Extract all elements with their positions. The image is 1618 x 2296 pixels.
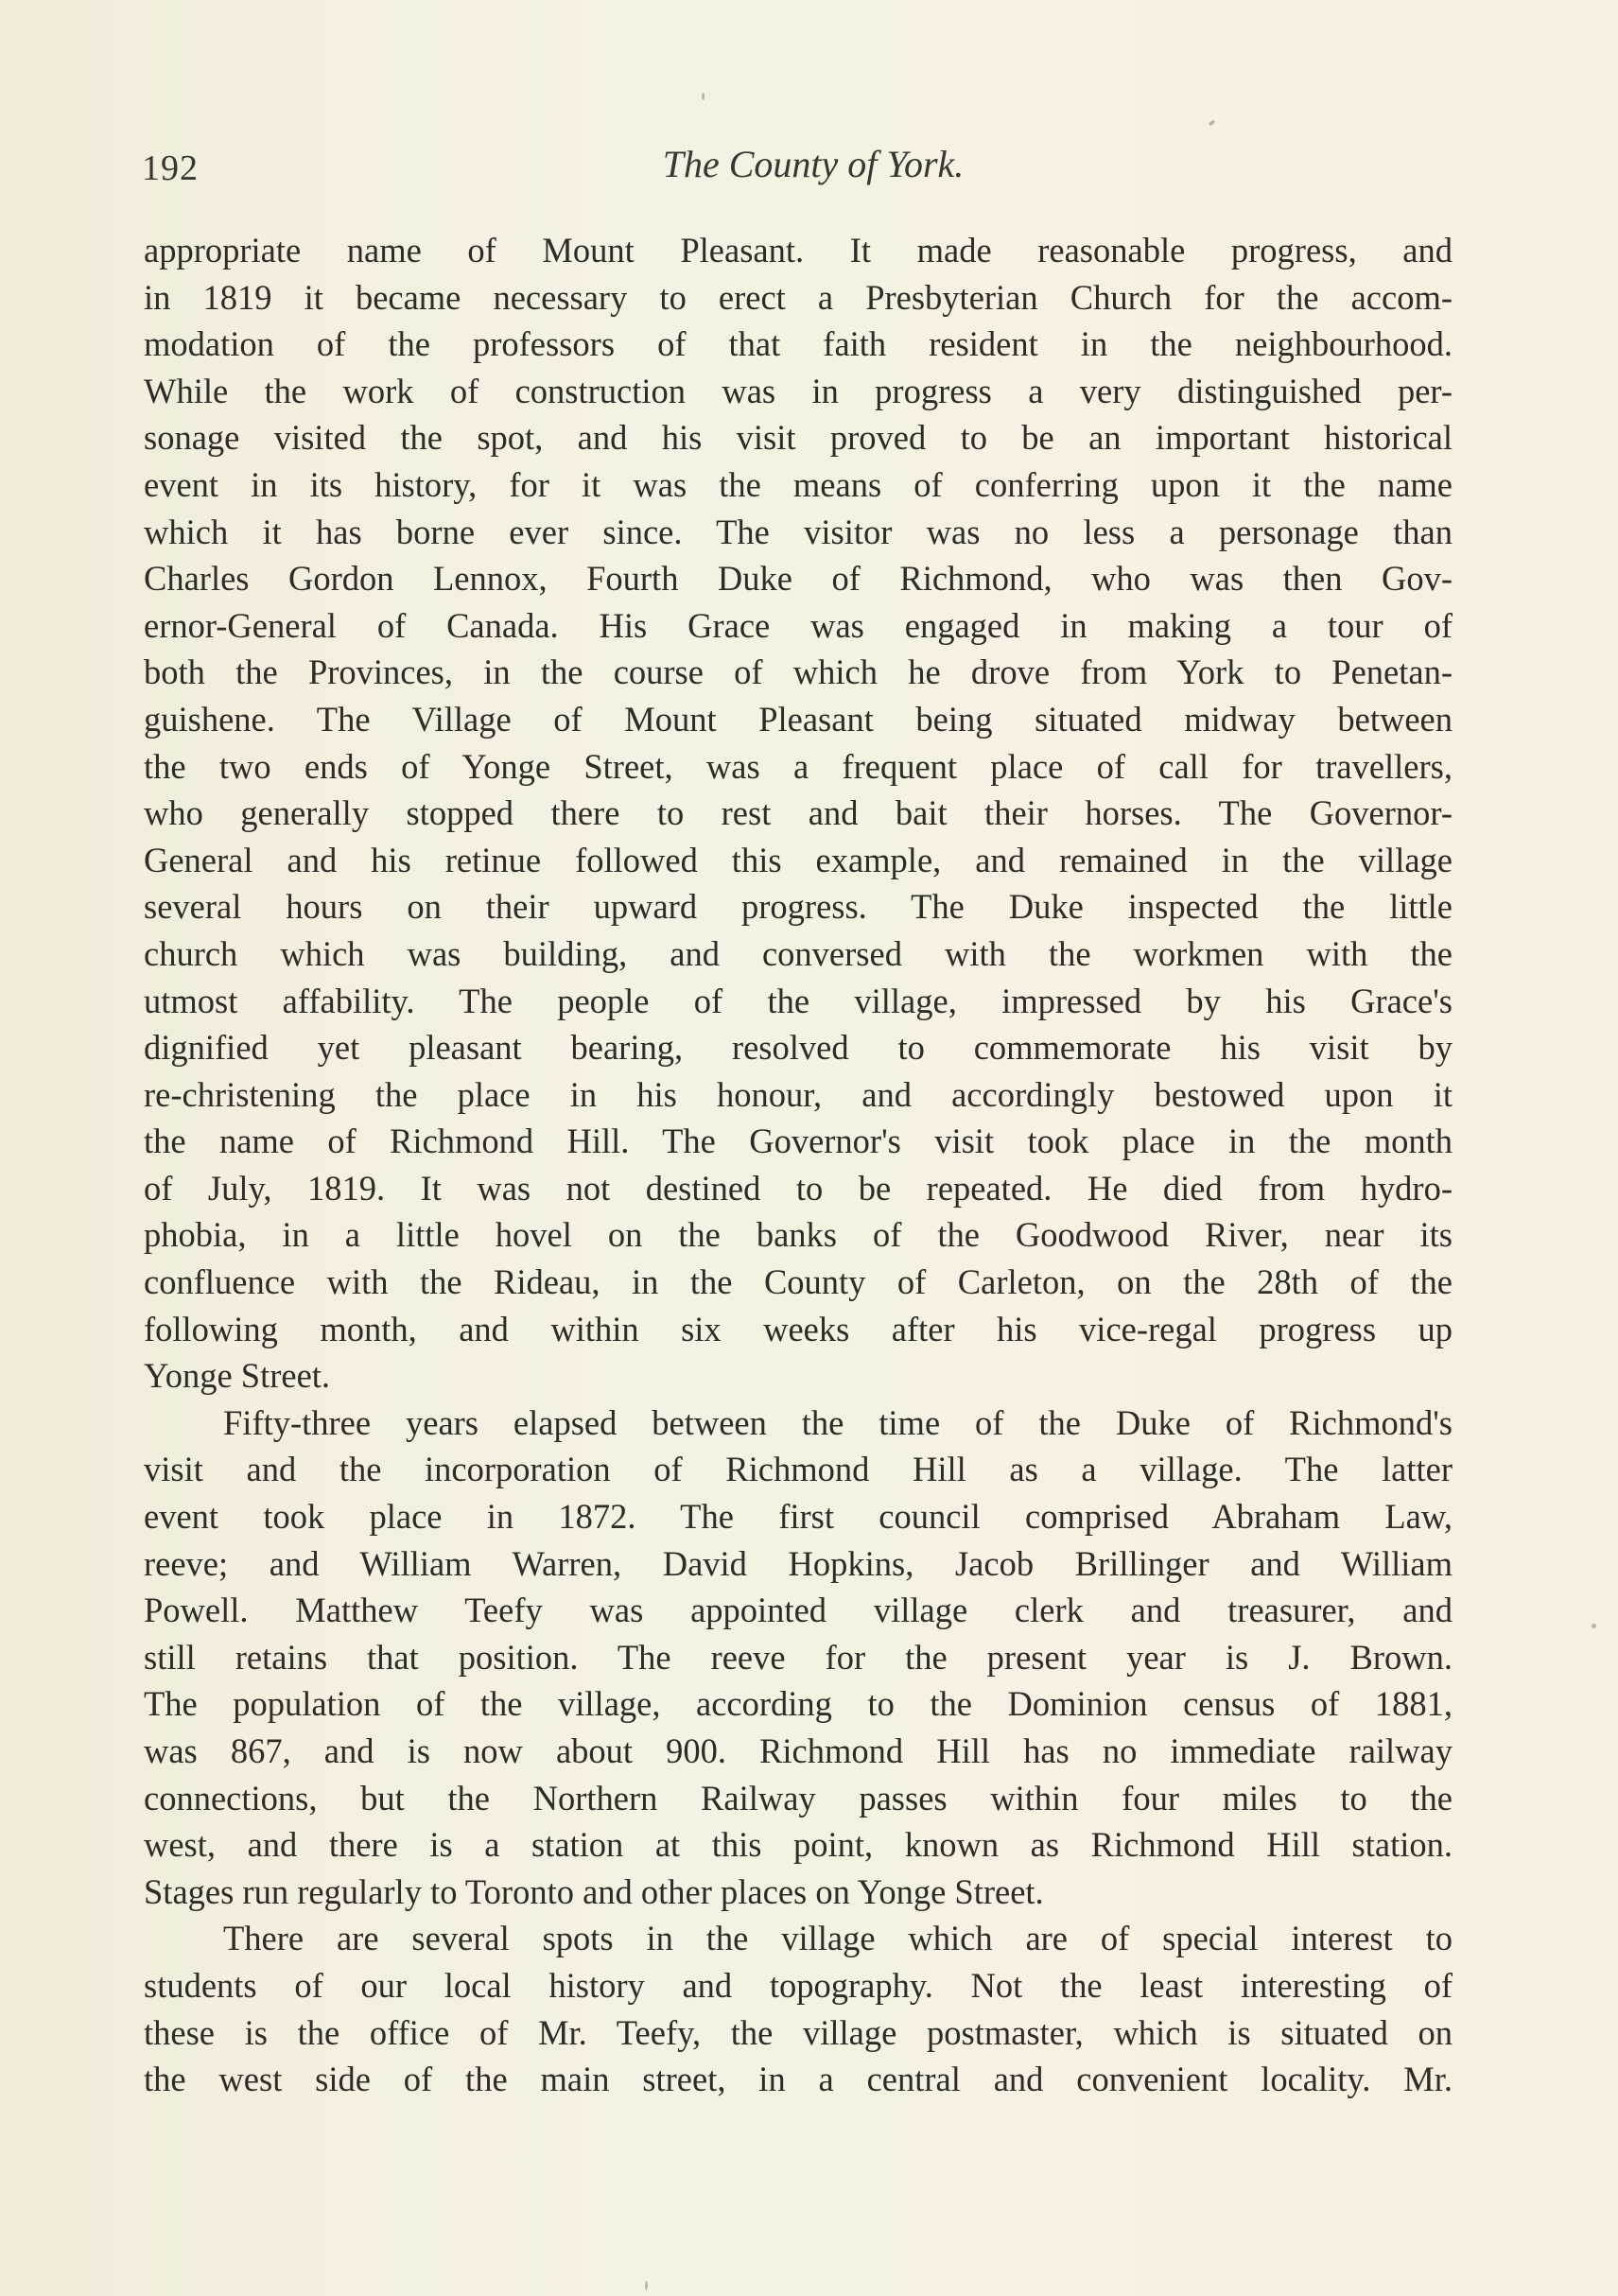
text-line: of July, 1819. It was not destined to be repeated. He died from hydro- [144,1168,1453,1208]
paragraph-start-line: There are several spots in the village which are of special interest to [223,1919,1453,1958]
text-line: both the Provinces, in the course of which he drove from York to Penetan- [144,652,1453,692]
text-line: these is the office of Mr. Teefy, the village postmaster, which is situated on [144,2012,1453,2052]
text-line: dignified yet pleasant bearing, resolved to commemorate his visit by [144,1028,1453,1068]
text-line: event took place in 1872. The first council comprised Abraham Law, [144,1497,1453,1537]
text-line: ernor-General of Canada. His Grace was engaged in making a tour of [144,605,1453,645]
text-line: in 1819 it became necessary to erect a Presbyterian Church for the accom- [144,277,1453,317]
text-line: connections, but the Northern Railway passes within four miles to the [144,1778,1453,1818]
text-line: The population of the village, according to the Dominion census of 1881, [144,1684,1453,1724]
paragraph-start-line: Fifty-three years elapsed between the time of the Duke of Richmond's [223,1402,1453,1442]
text-line: church which was building, and conversed with the workmen with the [144,933,1453,973]
paper-speck [645,2281,648,2290]
paragraph-end-line: Stages run regularly to Toronto and other places on Yonge Street. [144,1871,1044,1911]
text-line: reeve; and William Warren, David Hopkins, Jacob Brillinger and William [144,1543,1453,1583]
text-line: phobia, in a little hovel on the banks of the Goodwood River, near its [144,1215,1453,1255]
paragraph-end-line: Yonge Street. [144,1356,331,1396]
text-line: sonage visited the spot, and his visit proved to be an important historical [144,418,1453,458]
page-number: 192 [142,148,199,188]
running-head [142,142,1456,199]
text-line: the two ends of Yonge Street, was a frequent place of call for travellers, [144,746,1453,786]
paper-speck [1592,1624,1596,1628]
paper-speck [702,93,705,100]
text-line: the west side of the main street, in a central and convenient locality. Mr. [144,2060,1453,2099]
text-line: students of our local history and topography. Not the least interesting of [144,1965,1453,2005]
text-line: which it has borne ever since. The visitor was no less a personage than [144,512,1453,551]
text-line: While the work of construction was in progress a very distinguished per- [144,371,1453,410]
text-line: re-christening the place in his honour, and accordingly bestowed upon it [144,1074,1453,1114]
text-line: Charles Gordon Lennox, Fourth Duke of Richmond, who was then Gov- [144,559,1453,599]
text-line: modation of the professors of that faith resident in the neighbourhood. [144,324,1453,364]
running-title: The County of York. [662,143,965,185]
text-line: following month, and within six weeks after his vice-regal progress up [144,1309,1453,1348]
paper-speck [1208,119,1215,126]
body-text [144,227,1453,2103]
text-line: Powell. Matthew Teefy was appointed village clerk and treasurer, and [144,1591,1453,1630]
text-line: event in its history, for it was the means of conferring upon it the name [144,464,1453,504]
text-line: who generally stopped there to rest and bait their horses. The Governor- [144,793,1453,833]
text-line: west, and there is a station at this point, known as Richmond Hill station. [144,1825,1453,1865]
text-line: several hours on their upward progress. The Duke inspected the little [144,887,1453,927]
text-line: guishene. The Village of Mount Pleasant being situated midway between [144,699,1453,739]
text-line: General and his retinue followed this example, and remained in the village [144,840,1453,879]
text-line: was 867, and is now about 900. Richmond Hill has no immediate railway [144,1731,1453,1770]
text-line: confluence with the Rideau, in the County of Carleton, on the 28th of the [144,1262,1453,1302]
text-line: utmost affability. The people of the village, impressed by his Grace's [144,981,1453,1020]
text-line: visit and the incorporation of Richmond Hill as a village. The latter [144,1450,1453,1489]
text-line: still retains that position. The reeve for the present year is J. Brown. [144,1637,1453,1677]
text-line: the name of Richmond Hill. The Governor's visit took place in the month [144,1122,1453,1161]
text-line: appropriate name of Mount Pleasant. It made reasonable progress, and [144,231,1453,270]
